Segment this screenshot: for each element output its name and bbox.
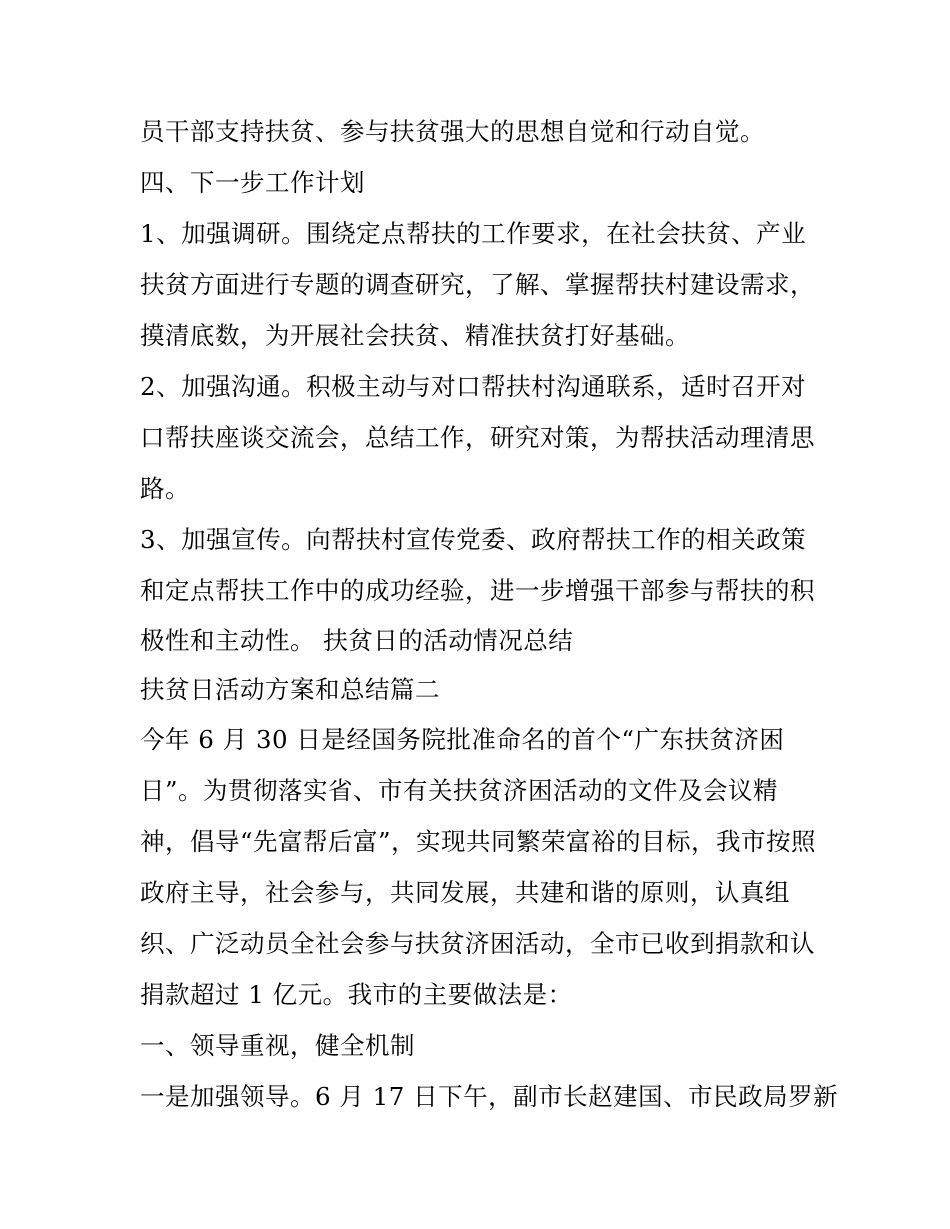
text-line: 3、加强宣传。向帮扶村宣传党委、政府帮扶工作的相关政策 bbox=[140, 525, 807, 554]
text-line: 极性和主动性。 扶贫日的活动情况总结 bbox=[140, 626, 574, 655]
text-line: 2、加强沟通。积极主动与对口帮扶村沟通联系，适时召开对 bbox=[140, 372, 807, 401]
text-line: 一是加强领导。6 月 17 日下午，副市长赵建国、市民政局罗新 bbox=[140, 1082, 839, 1111]
document-body bbox=[140, 106, 839, 1122]
text-line: 员干部支持扶贫、参与扶贫强大的思想自觉和行动自觉。 bbox=[140, 117, 765, 146]
text-line: 路。 bbox=[140, 474, 190, 503]
text-line: 摸清底数，为开展社会扶贫、精准扶贫打好基础。 bbox=[140, 321, 690, 350]
article-title: 扶贫日活动方案和总结篇二 bbox=[140, 675, 440, 704]
text-line: 政府主导，社会参与，共同发展，共建和谐的原则，认真组 bbox=[140, 878, 790, 907]
section-heading: 四、下一步工作计划 bbox=[140, 168, 365, 197]
text-line: 神，倡导“先富帮后富”，实现共同繁荣富裕的目标，我市按照 bbox=[140, 827, 817, 856]
text-line: 和定点帮扶工作中的成功经验，进一步增强干部参与帮扶的积 bbox=[140, 576, 815, 605]
text-line: 今年 6 月 30 日是经国务院批准命名的首个“广东扶贫济困 bbox=[140, 725, 785, 754]
text-line: 扶贫方面进行专题的调查研究，了解、掌握帮扶村建设需求， bbox=[140, 270, 815, 299]
text-line: 日”。为贯彻落实省、市有关扶贫济困活动的文件及会议精 bbox=[140, 776, 779, 805]
text-line: 1、加强调研。围绕定点帮扶的工作要求，在社会扶贫、产业 bbox=[140, 219, 807, 248]
text-line: 捐款超过 1 亿元。我市的主要做法是： bbox=[140, 980, 573, 1009]
text-line: 织、广泛动员全社会参与扶贫济困活动，全市已收到捐款和认 bbox=[140, 929, 815, 958]
text-line: 口帮扶座谈交流会，总结工作，研究对策，为帮扶活动理清思 bbox=[140, 423, 815, 452]
section-heading: 一、领导重视，健全机制 bbox=[140, 1031, 415, 1060]
